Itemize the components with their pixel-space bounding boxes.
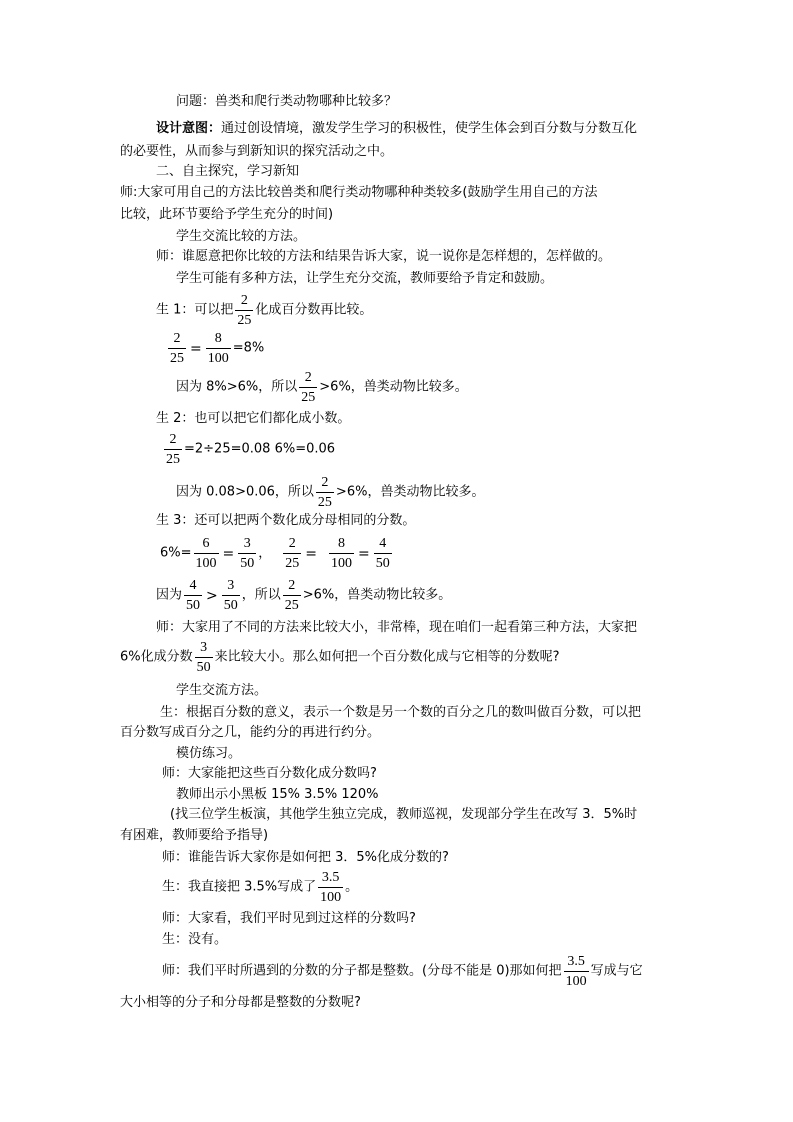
student5-line: 生：没有。	[162, 932, 228, 947]
equation-result: =8%	[232, 340, 265, 356]
fraction-3-50: $\frac{3}{50}$	[223, 578, 238, 613]
fraction-3.5-100: $\frac{3.5}{100}$	[320, 870, 342, 905]
student3-because	[156, 577, 451, 614]
teacher7-prefix: 师：我们平时所遇到的分数的分子都是整数。(分母不能是 0)那如何把	[162, 963, 562, 979]
fraction-3-50: $\frac{3}{50}$	[196, 640, 211, 675]
student1-prefix: 生 1：可以把	[156, 302, 234, 318]
teacher-line-2: 师：谁愿意把你比较的方法和结果告诉大家，说一说你是怎样想的，怎样做的。	[156, 249, 612, 264]
teacher3-prefix: 6%化成分数	[120, 649, 193, 665]
equals-sign: =	[190, 340, 202, 357]
equals-sign: =	[222, 545, 235, 562]
teacher7-suffix: 写成与它	[590, 963, 643, 979]
fraction-4-50: $\frac{4}{50}$	[375, 536, 390, 571]
fraction-8-100: $\frac{8}{100}$	[207, 331, 229, 366]
student1-line	[156, 292, 372, 329]
because-suffix: >6%，兽类动物比较多。	[335, 484, 485, 500]
comma: ，	[258, 545, 272, 561]
teacher3-suffix: 来比较大小。那么如何把一个百分数化成与它相等的分数呢?	[214, 649, 560, 665]
student2-because	[176, 474, 484, 511]
student1-equation	[166, 330, 264, 367]
teacher-line-3b	[120, 639, 560, 676]
practice-title: 模仿练习。	[176, 746, 242, 761]
students-share-line-2: 学生交流方法。	[176, 683, 268, 698]
because-mid: ，所以	[241, 587, 281, 603]
teacher-line-3a: 师：大家用了不同的方法来比较大小，非常棒，现在咱们一起看第三种方法，大家把	[156, 620, 638, 635]
teacher-line-7a	[162, 953, 643, 990]
teacher-line-6: 师：大家看，我们平时见到过这样的分数吗?	[162, 911, 416, 926]
fraction-3-50: $\frac{3}{50}$	[240, 536, 255, 571]
fraction-2-25: $\frac{2}{25}$	[317, 475, 332, 510]
teacher-line-7b: 大小相等的分子和分母都是整数的分数呢?	[120, 995, 361, 1010]
student1-suffix: 化成百分数再比较。	[255, 302, 373, 318]
fraction-3.5-100: $\frac{3.5}{100}$	[565, 954, 587, 989]
student-explain-line2: 百分数写成百分之几，能约分的再进行约分。	[120, 725, 381, 740]
fraction-6-100: $\frac{6}{100}$	[195, 536, 217, 571]
fraction-2-25: $\frac{2}{25}$	[166, 432, 180, 467]
design-intent-text: 通过创设情境，激发学生学习的积极性，使学生体会到百分数与分数互化	[221, 121, 638, 136]
student1-because	[176, 369, 468, 406]
student4-line	[162, 869, 358, 906]
students-methods-line: 学生可能有多种方法，让学生充分交流，教师要给予肯定和鼓励。	[176, 271, 554, 286]
because-suffix: >6%，兽类动物比较多。	[319, 379, 468, 395]
students-share-line: 学生交流比较的方法。	[176, 229, 307, 244]
student2-eq-text: =2÷25=0.08 6%=0.06	[184, 441, 336, 457]
fraction-8-100: $\frac{8}{100}$	[331, 536, 353, 571]
fraction-2-25: $\frac{2}{25}$	[301, 370, 316, 405]
fraction-4-50: $\frac{4}{50}$	[186, 578, 201, 613]
teacher-line-4: 师：大家能把这些百分数化成分数吗?	[162, 766, 377, 781]
section-2-title: 二、自主探究，学习新知	[156, 164, 300, 179]
because-prefix: 因为 8%>6%，所以	[176, 379, 298, 395]
greater-than-sign: >	[206, 587, 218, 604]
fraction-2-25: $\frac{2}{25}$	[237, 293, 252, 328]
question-line: 问题：兽类和爬行类动物哪种比较多？	[176, 94, 398, 109]
student4-prefix: 生：我直接把 3.5%写成了	[162, 879, 317, 895]
design-intent-label: 设计意图：	[156, 121, 222, 136]
design-intent-line2: 的必要性，从而参与到新知识的探究活动之中。	[120, 144, 394, 159]
fraction-2-25: $\frac{2}{25}$	[284, 578, 299, 613]
equals-sign: =	[305, 545, 318, 562]
note-line1: (找三位学生板演，其他学生独立完成，教师巡视，发现部分学生在改写 3．5%时	[170, 807, 638, 822]
because-prefix: 因为	[156, 587, 183, 603]
blackboard-line: 教师出示小黑板 15% 3.5% 120%	[176, 787, 379, 802]
student2-intro: 生 2：也可以把它们都化成小数。	[156, 411, 351, 426]
fraction-2-25: $\frac{2}{25}$	[285, 536, 300, 571]
fraction-2-25: $\frac{2}{25}$	[170, 331, 184, 366]
student-explain-line1: 生：根据百分数的意义，表示一个数是另一个数的百分之几的数叫做百分数，可以把	[160, 705, 642, 720]
design-intent-line1	[156, 120, 637, 138]
because-suffix: >6%，兽类动物比较多。	[302, 587, 452, 603]
equation-prefix: 6%=	[160, 545, 192, 561]
teacher-line-1b: 比较，此环节要给予学生充分的时间)	[120, 207, 334, 222]
student3-intro: 生 3：还可以把两个数化成分母相同的分数。	[156, 513, 416, 528]
note-line2: 有困难，教师要给予指导)	[120, 828, 269, 843]
student3-equations	[160, 535, 394, 572]
because-prefix: 因为 0.08>0.06，所以	[176, 484, 314, 500]
teacher-line-5: 师：谁能告诉大家你是如何把 3．5%化成分数的?	[162, 850, 449, 865]
student4-suffix: 。	[345, 879, 359, 895]
teacher-line-1a: 师:大家可用自己的方法比较兽类和爬行类动物哪种种类较多(鼓励学生用自己的方法	[120, 185, 598, 200]
student2-equation	[162, 431, 335, 468]
equals-sign: =	[358, 545, 370, 562]
